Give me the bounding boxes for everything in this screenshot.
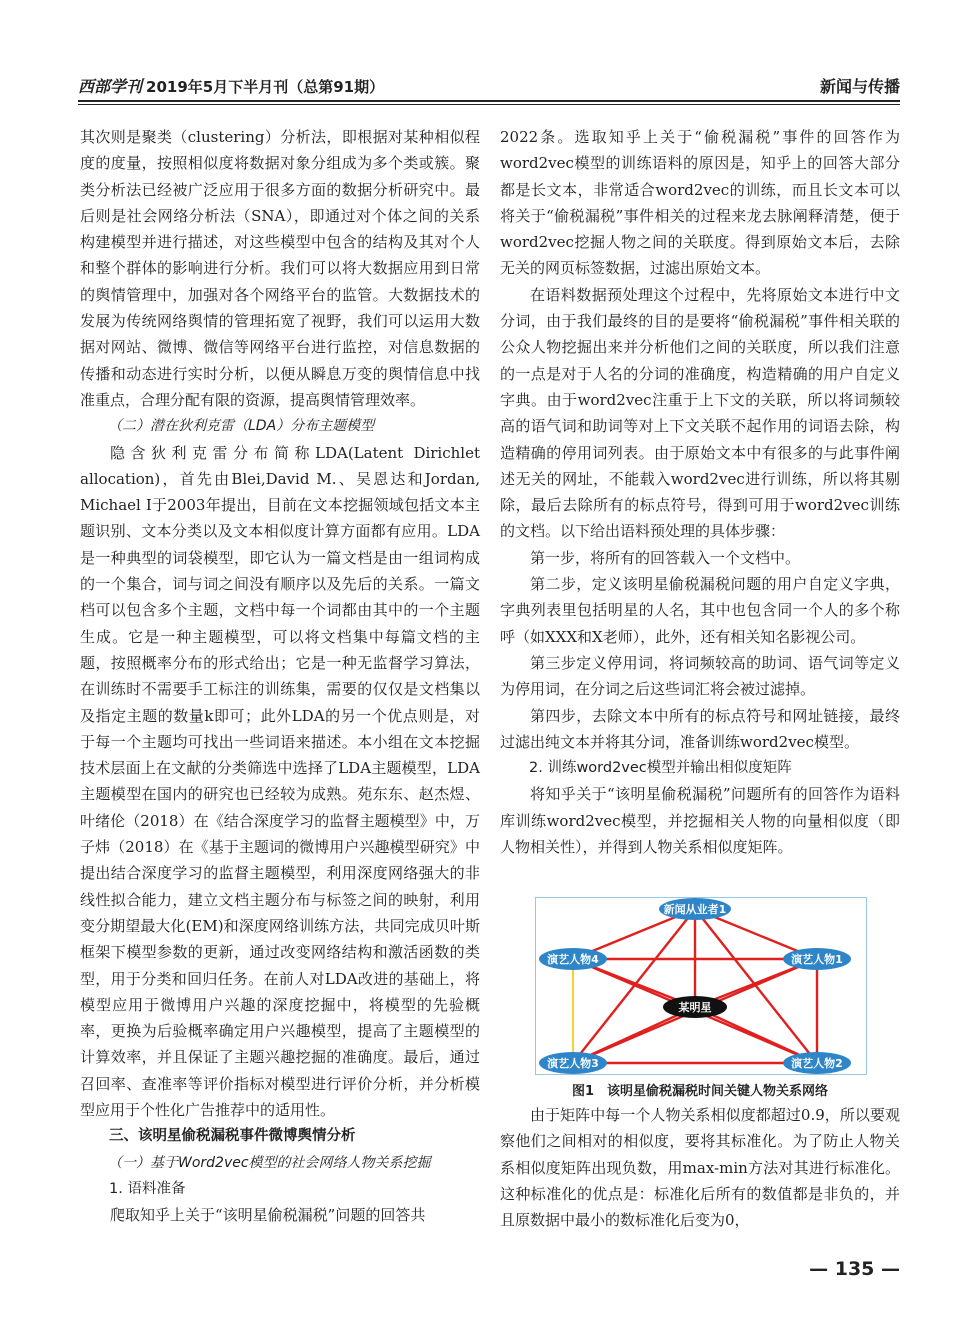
header-rule-thin xyxy=(78,104,900,105)
paragraph: 将知乎关于“该明星偷税漏税”问题所有的回答作为语料库训练word2vec模型，并挖掘相关人物的向量相似度（即人物相关性），并得到人物关系相似度矩阵。 xyxy=(500,785,900,857)
node-label: 演艺人物4 xyxy=(547,953,599,966)
section-name: 新闻与传播 xyxy=(819,77,900,96)
paragraph: 隐含狄利克雷分布简称LDA(Latent Dirichlet allocation)，首先由Blei,David M.、吴恩达和Jordan, Michael I于2003年提出，目前在文本挖掘领域包括文本主题识别、文本分类以及文本相似度计算方面都有应用。LDA是一种典型的词袋模型，即它认为一篇文档是由一组词构成的一个集合，词与词之间没有顺序以及先后的关系。一篇文档可以包含多个主题，文档中每一个词都由其中的一个主题生成。它是一种主题模型，可以将文档集中每篇文档的主题，按照概率分布的形式给出；它是一种无监督学习算法，在训练时不需要手工标注的训练集，需要的仅仅是文档集以及指定主题的数量k即可；此外LDA的另一个优点则是，对于每一个主题均可找出一些词语来描述。本小组在文本挖掘技术层面上在文献的分类筛选中选择了LDA主题模型，LDA主题模型在国内的研究也已经较为成熟。苑东东、赵杰煜、叶绪伦（2018）在《结合深度学习的监督主题模型》中，万子炜（2018）在《基于主题词的微博用户兴趣模型研究》中提出结合深度学习的监督主题模型，利用深度网络强大的非线性拟合能力，建立文档主题分布与标签之间的映射，利用变分期望最大化(EM)和深度网络训练方法，共同完成贝叶斯框架下模型参数的更新，通过改变网络结构和激活函数的类型，用于分类和回归任务。在前人对LDA改进的基础上，将模型应用于微博用户兴趣的深度挖掘中，将模型的先验概率，更换为后验概率确定用户兴趣模型，提高了主题模型的计算效率，并且保证了主题兴趣挖掘的准确度。最后，通过召回率、查准率等评价指标对模型进行评价分析，并分析模型应用于个性化广告推荐中的适用性。 xyxy=(80,443,480,1119)
subsubsection-heading: 2. 训练word2vec模型并输出相似度矩阵 xyxy=(529,760,792,777)
node-actor2 xyxy=(783,1052,851,1074)
step-paragraph: 第一步，将所有的回答载入一个文档中。 xyxy=(530,548,801,567)
node-center-star xyxy=(663,996,727,1018)
journal-masthead xyxy=(78,74,384,97)
node-label: 新闻从业者1 xyxy=(663,903,727,916)
issue-info: 2019年5月下半月刊（总第91期） xyxy=(146,78,385,96)
paragraph: 其次则是聚类（clustering）分析法，即根据对某种相似程度的度量，按照相似度将数据对象分组成为多个类或簇。聚类分析法已经被广泛应用于很多方面的数据分析研究中。最后则是社会网络分析法（SNA），即通过对个体之间的关系构建模型并进行描述，对这些模型中包含的结构及其对个人和整个群体的影响进行分析。我们可以将大数据应用到日常的舆情管理中，加强对各个网络平台的监管。大数据技术的发展为传统网络舆情的管理拓宽了视野，我们可以运用大数据对网站、微博、微信等网络平台进行监控，对信息数据的传播和动态进行实时分析，以便从瞬息万变的舆情信息中找准重点，合理分配有限的资源，提高舆情管理效率。 xyxy=(80,128,480,409)
step-paragraph: 第四步，去除文本中所有的标点符号和网址链接，最终过滤出纯文本并将其分词，准备训练word2vec模型。 xyxy=(500,706,900,751)
journal-logo: 西部学刊 xyxy=(78,77,143,96)
node-news xyxy=(659,898,731,920)
subsection-heading: （一）基于Word2vec模型的社会网络人物关系挖掘 xyxy=(108,1154,431,1171)
header-rule xyxy=(78,100,900,102)
node-label: 演艺人物3 xyxy=(547,1057,599,1070)
right-column-continued xyxy=(500,1102,900,1233)
left-column xyxy=(80,124,480,1228)
subsubsection-heading: 1. 语料准备 xyxy=(109,1180,186,1197)
node-label: 某明星 xyxy=(678,1001,712,1014)
page-header xyxy=(78,68,900,102)
step-paragraph: 第三步定义停用词，将词频较高的助词、语气词等定义为停用词，在分词之后这些词汇将会被过滤掉。 xyxy=(500,653,900,699)
step-paragraph: 第二步，定义该明星偷税漏税问题的用户自定义字典，字典列表里包括明星的人名，其中也包含同一个人的多个称呼（如XXX和X老师），此外，还有相关知名影视公司。 xyxy=(500,575,900,646)
node-actor3 xyxy=(539,1052,607,1074)
paragraph: 在语料数据预处理这个过程中，先将原始文本进行中文分词，由于我们最终的目的是要将“偷税漏税”事件相关联的公众人物挖掘出来并分析他们之间的关联度，所以我们注意的一点是对于人名的分词的准确度，构造精确的用户自定义字典。由于word2vec注重于上下文的关联，所以将词频较高的语气词和助词等对上下文关联不起作用的词语去除，构造精确的停用词列表。由于原始文本中有很多的与此事件阐述无关的网址，不能载入word2vec进行训练，所以将其剔除，最后去除所有的标点符号，得到可用于word2vec训练的文档。以下给出语料预处理的具体步骤： xyxy=(500,285,900,541)
paragraph: 爬取知乎上关于“该明星偷税漏税”问题的回答共 xyxy=(110,1206,426,1225)
page-number: — 135 — xyxy=(809,1258,900,1280)
paragraph: 2022条。选取知乎上关于“偷税漏税”事件的回答作为word2vec模型的训练语料的原因是，知乎上的回答大部分都是长文本，非常适合word2vec的训练，而且长文本可以将关于“偷税漏税”事件相关的过程来龙去脉阐释清楚，便于word2vec挖掘人物之间的关联度。得到原始文本后，去除无关的网页标签数据，过滤出原始文本。 xyxy=(500,128,900,278)
node-label: 演艺人物2 xyxy=(791,1057,843,1070)
subsection-heading: （二）潜在狄利克雷（LDA）分布主题模型 xyxy=(108,418,375,435)
node-actor4 xyxy=(539,948,607,970)
node-actor1 xyxy=(783,948,851,970)
figure-caption: 图1 该明星偷税漏税时间关键人物关系网络 xyxy=(571,1084,829,1099)
section-heading: 三、该明星偷税漏税事件微博舆情分析 xyxy=(109,1128,356,1145)
paragraph: 由于矩阵中每一个人物关系相似度都超过0.9，所以要观察他们之间相对的相似度，要将其标准化。为了防止人物关系相似度矩阵出现负数，用max-min方法对其进行标准化。这种标准化的优点是：标准化后所有的数值都是非负的，并且原数据中最小的数标准化后变为0， xyxy=(500,1106,900,1230)
right-column xyxy=(500,124,900,860)
node-label: 演艺人物1 xyxy=(791,953,843,966)
relationship-network-figure xyxy=(535,897,867,1075)
